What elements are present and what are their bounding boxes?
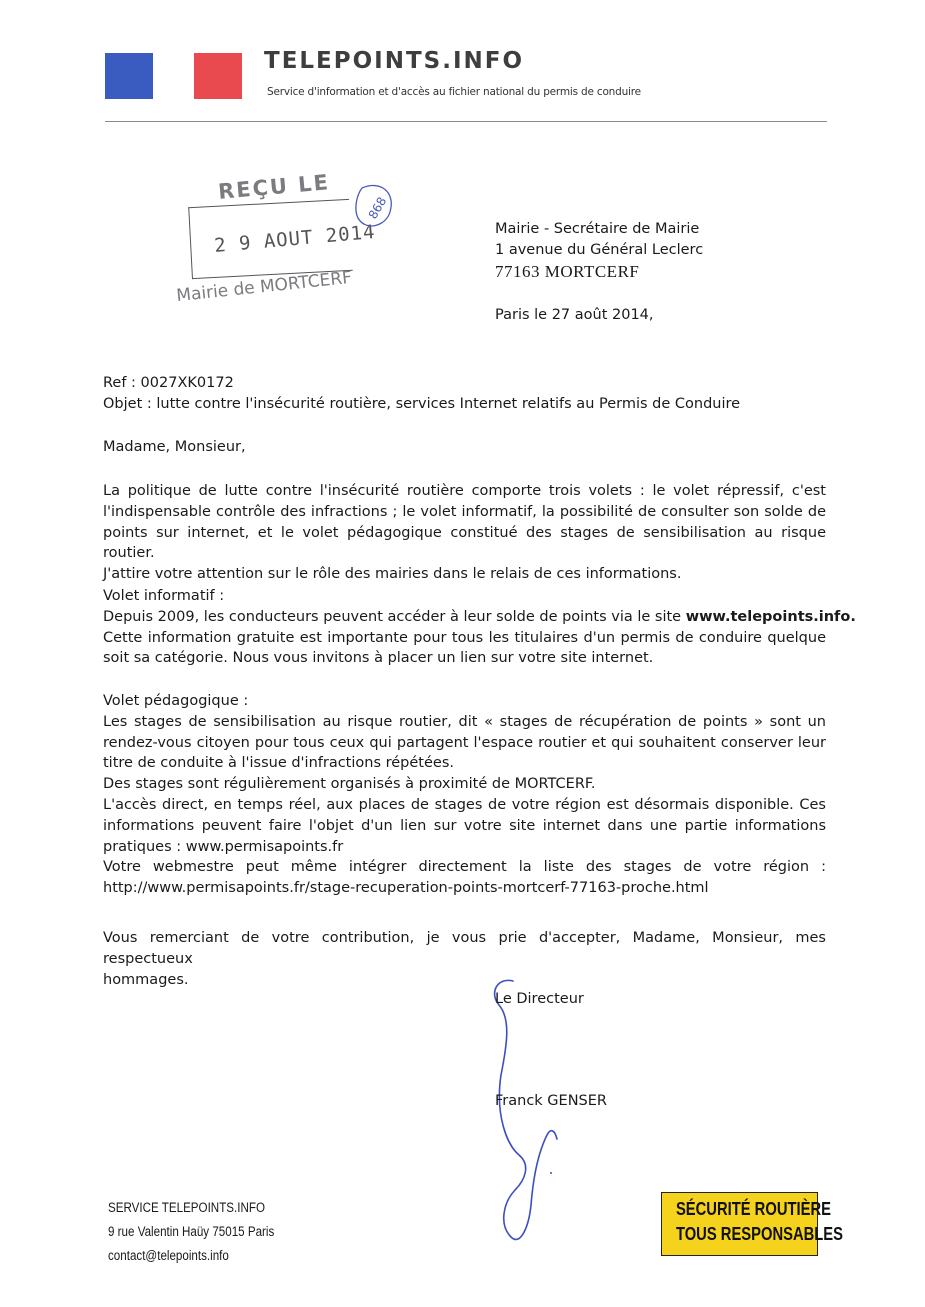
closing-paragraph [103,928,826,990]
paragraph-line: informations peuvent faire l'objet d'un lien sur votre site internet dans une partie informations [103,817,826,834]
paragraph-line: http://www.permisapoints.fr/stage-recuperation-points-mortcerf-77163-proche.html [103,880,709,897]
handwritten-signature [485,975,565,1250]
salutation: Madame, Monsieur, [103,439,246,455]
paragraph-line [103,607,856,628]
recipient-line-2: 1 avenue du Général Leclerc [495,242,704,258]
paragraph-line: Les stages de sensibilisation au risque routier, dit « stages de récupération de points » sont un [103,713,826,730]
letter-date: Paris le 27 août 2014, [495,307,654,323]
paragraph-line: Des stages sont régulièrement organisés à proximité de MORTCERF. [103,776,596,793]
paragraph-line: soit sa catégorie. Nous vous invitons à placer un lien sur votre site internet. [103,650,654,667]
stamp-received-label: REÇU LE [217,170,331,204]
subject: Objet : lutte contre l'insécurité routière, services Internet relatifs au Permis de Conduire [103,395,741,412]
stamp-number-text: 868 [365,194,390,222]
paragraph-text: Depuis 2009, les conducteurs peuvent accéder à leur solde de points via le site [103,608,686,625]
paragraph-line: pratiques : www.permisapoints.fr [103,838,344,855]
paragraph-line: rendez-vous citoyen pour tous ceux qui partagent l'espace routier et qui souhaitent conserver leur [103,734,826,751]
section-pedagogique [103,691,826,899]
paragraph-line: Votre webmestre peut même intégrer directement la liste des stages de votre région : [103,859,826,876]
header-divider [105,121,827,122]
logo-flag-blue [105,53,153,99]
paragraph-line: hommages. [103,971,189,988]
paragraph-line: J'attire votre attention sur le rôle des mairies dans le relais de ces informations. [103,566,682,583]
footer-address [108,1196,274,1268]
brand-subtitle: Service d'information et d'accès au fichier national du permis de conduire [267,86,641,98]
paragraph-line: l'indispensable contrôle des infractions ; le volet informatif, la possibilité de consulter son solde de [103,503,826,520]
footer-line-3: contact@telepoints.info [108,1248,229,1263]
telepoints-link: www.telepoints.info. [685,608,856,625]
badge-line-2: TOUS RESPONSABLES [675,1224,843,1244]
paragraph-line: Cette information gratuite est importante pour tous les titulaires d'un permis de conduire quelque [103,629,826,646]
recipient-line-1: Mairie - Secrétaire de Mairie [495,221,700,237]
paragraph-line: points sur internet, et le volet pédagogique constitué des stages de sensibilisation au risque routier. [103,524,826,562]
reference-block [103,373,826,415]
logo-flag-red [194,53,242,99]
signatory-name: Franck GENSER [495,1093,607,1109]
section-informatif [103,586,856,669]
stamp-date: 2 9 AOUT 2014 [213,220,377,258]
badge-line-1: SÉCURITÉ ROUTIÈRE [675,1199,831,1219]
section-heading: Volet pédagogique : [103,693,249,709]
paragraph-line: L'accès direct, en temps réel, aux places de stages de votre région est désormais disponible. Ces [103,796,826,813]
reference: Ref : 0027XK0172 [103,375,234,391]
paragraph-line: Vous remerciant de votre contribution, je vous prie d'accepter, Madame, Monsieur, mes respectueux [103,930,826,967]
recipient-line-3: 77163 MORTCERF [495,262,640,281]
stamp-handwritten-number [352,182,396,232]
section-heading: Volet informatif : [103,588,225,604]
stamp-mairie: Mairie de MORTCERF [175,267,353,307]
footer-line-1: SERVICE TELEPOINTS.INFO [108,1200,265,1215]
signatory-title: Le Directeur [495,991,584,1007]
footer-line-2: 9 rue Valentin Haüy 75015 Paris [108,1224,275,1239]
securite-routiere-badge [661,1192,843,1256]
paragraph-intro [103,481,826,585]
paragraph-line: titre de conduite à l'issue d'infractions répétées. [103,755,454,772]
paragraph-line: La politique de lutte contre l'insécurité routière comporte trois volets : le volet répressif, c'est [103,483,826,499]
recipient-address [495,219,703,282]
brand-title: TELEPOINTS.INFO [264,48,525,74]
